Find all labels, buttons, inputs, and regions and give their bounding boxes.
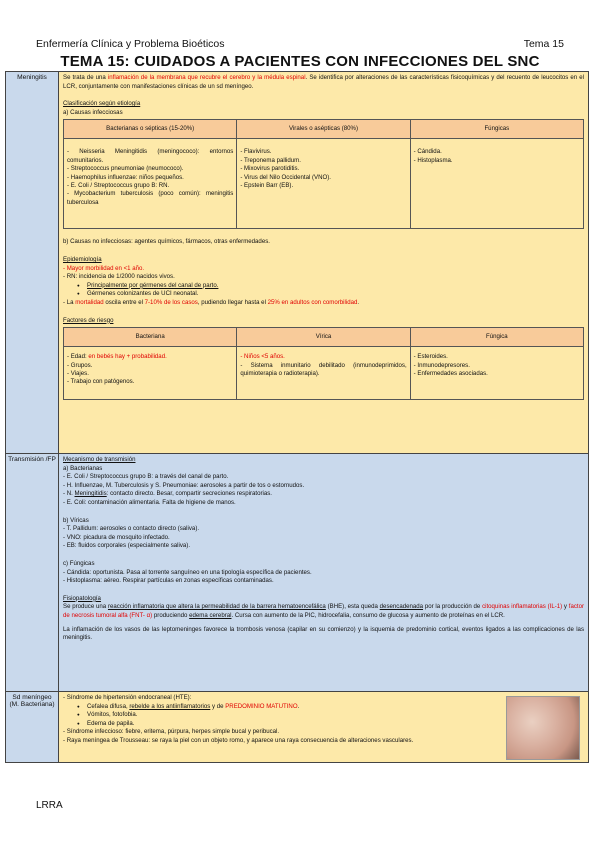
list-item: - Grupos. (67, 361, 93, 369)
list-item: - Inmunodepresores. (413, 361, 470, 369)
epi-morbidity: - Mayor morbilidad en <1 año. (63, 264, 145, 272)
list-item: - Niños <5 años. (240, 353, 285, 361)
list-item: - Neisseria Meningitidis (meningococo): entornos comunitarios. (67, 148, 234, 164)
syndrome-content (59, 692, 589, 763)
fungal-causes-cell (410, 139, 583, 229)
list-item: - Mycobacterium tuberculosis (poco común): meningitis tuberculosa (67, 190, 234, 206)
infectious-causes-table (63, 119, 584, 229)
list-item: - Haemophilus influenzae: niños pequeños. (67, 173, 184, 181)
list-item: - Treponema pallidum. (240, 156, 301, 164)
risk-header-bacterial: Bacteriana (64, 328, 237, 347)
viral-causes-cell (237, 139, 410, 229)
risk-factors-table (63, 327, 584, 400)
list-item: - Epstein Barr (EB). (240, 182, 294, 189)
col-header-viral: Virales o asépticas (80%) (237, 120, 410, 139)
fungal-transmission-heading: c) Fúngicas (63, 559, 95, 567)
list-item: ● Cefalea difusa, rebelde a los antiinflamatorios y de PREDOMINIO MATUTINO. (63, 703, 496, 712)
risk-bacterial-cell (64, 347, 237, 400)
page-header (36, 38, 564, 50)
footer-initials: LRRA (36, 800, 63, 811)
non-infectious-causes: b) Causas no infecciosas: agentes químicos, fármacos, otras enfermedades. (63, 238, 270, 246)
bacterial-causes-cell (64, 139, 237, 229)
physiopathology-heading: Fisiopatología (63, 594, 101, 602)
risk-viral-cell (237, 347, 410, 400)
row-label-meningitis: Meningitis (6, 72, 59, 454)
list-item: - Enfermedades asociadas. (413, 369, 488, 377)
list-item: - Mixovirus parotiditis. (240, 165, 300, 173)
list-item: - Raya meníngea de Trousseau: se raya la piel con un objeto romo, y aparece una raya consecuencia de alteraciones vasculares. (63, 736, 414, 744)
epi-mortality: - La mortalidad oscila entre el 7-10% de los casos, pudiendo llegar hasta el 25% en adultos con comorbilidad. (63, 298, 360, 306)
risk-fungal-cell (410, 347, 583, 400)
row-label-syndrome: Sd meníngeo (M. Bacteriana) (6, 692, 59, 763)
list-item: ● Vómitos, fotofobia. (63, 711, 496, 720)
list-item: - Streptococcus pneumoniae (neumococo). (67, 165, 184, 173)
list-item: - Esteroides. (413, 353, 448, 361)
risk-factors-heading: Factores de riesgo (63, 316, 114, 324)
list-item: - H. Influenzae, M. Tuberculosis y S. Pneumoniae: aerosoles a partir de tos o estornudos. (63, 481, 305, 489)
bacterial-transmission-heading: a) Bacterianas (63, 464, 103, 472)
content-table (5, 71, 589, 763)
list-item: - VNO: picadura de mosquito infectado. (63, 533, 170, 541)
course-name: Enfermería Clínica y Problema Bioéticos (36, 38, 225, 50)
list-item: - Síndrome infeccioso: fiebre, eritema, púrpura, herpes simple bucal y peribucal. (63, 728, 280, 736)
skin-rash-photo (506, 696, 580, 760)
list-item: - T. Pallidum: aerosoles o contacto directo (saliva). (63, 525, 200, 533)
list-item: - Edad: en bebés hay + probabilidad. (67, 353, 167, 361)
list-item: - Cándida. (413, 148, 442, 156)
epi-bullet-1: ● Principalmente por gérmenes del canal de parto. (63, 282, 584, 291)
list-item: - Viajes. (67, 369, 89, 377)
list-item: - E. Coli / Streptococcus grupo B: RN. (67, 182, 170, 189)
viral-transmission-heading: b) Víricas (63, 516, 89, 524)
meningitis-content (59, 72, 589, 454)
row-meningeal-syndrome (6, 692, 589, 763)
epi-newborn: - RN: incidencia de 1/2000 nacidos vivos. (63, 273, 175, 281)
meningitis-intro: Se trata de una inflamación de la membrana que recubre el cerebro y la médula espinal. Se identifica por alteraciones de las características fisicoquímicas y del recuento de leucocitos en el LCR, conjuntamente con manifestaciones clínicas de un sd meníngeo. (63, 74, 584, 90)
list-item: - Histoplasma. (413, 156, 453, 164)
classification-heading: Clasificación según etiología (63, 100, 141, 108)
list-item: ● Edema de papila. (63, 720, 496, 729)
list-item: - Sistema inmunitario debilitado (inmunodeprimidos, quimioterapia o radioterapia). (240, 361, 407, 377)
list-item: - EB: fluidos corporales (especialmente saliva). (63, 542, 191, 550)
col-header-bacterial: Bacterianas o sépticas (15-20%) (64, 120, 237, 139)
list-item: - Cándida: oportunista. Pasa al torrente sanguíneo en una tipología específica de pacientes. (63, 568, 312, 576)
risk-header-viral: Vírica (237, 328, 410, 347)
list-item: - E. Coli: contaminación alimentaria. Falta de higiene de manos. (63, 498, 236, 506)
list-item: - Flavivirus. (240, 148, 272, 156)
epi-bullet-2: ● Gérmenes colonizantes de UCI neonatal. (63, 290, 584, 299)
list-item: - Trabajo con patógenos. (67, 378, 135, 386)
epidemiology-heading: Epidemiología (63, 255, 102, 263)
col-header-fungal: Fúngicas (410, 120, 583, 139)
physiopathology-text-2: La inflamación de los vasos de las leptomeninges favorece la trombosis venosa (capilar en su comienzo) y la isquemia de predominio cortical, eventos ligados a las complicaciones de las meningitis. (63, 625, 584, 642)
list-item: - E. Coli / Streptococcus grupo B: a través del canal de parto. (63, 473, 229, 481)
transmission-content (59, 454, 589, 692)
transmission-heading: Mecanismo de transmisión (63, 456, 136, 463)
infectious-causes-heading: a) Causas infecciosas (63, 108, 123, 116)
topic-number: Tema 15 (523, 38, 564, 50)
row-transmission (6, 454, 589, 692)
list-item: - Histoplasma: aéreo. Respirar partículas en zonas específicas contaminadas. (63, 577, 274, 585)
list-item: - Síndrome de hipertensión endocraneal (HTE): (63, 694, 192, 701)
row-label-transmission: Transmisión /FP (6, 454, 59, 692)
risk-header-fungal: Fúngica (410, 328, 583, 347)
row-meningitis (6, 72, 589, 454)
list-item: - N. Meningitidis: contacto directo. Besar, compartir secreciones respiratorias. (63, 490, 272, 498)
list-item: - Virus del Nilo Occidental (VNO). (240, 173, 331, 181)
physiopathology-text: Se produce una reacción inflamatoria que altera la permeabilidad de la barrera hematoencefálica (BHE), esta queda desencadenada por la producción de citoquinas inflamatorias (IL-1) y factor de necrosis tumoral alfa (FNT- α) produciendo edema cerebral. Cursa con aumento de la PIC, hidrocefalia, consumo de glucosa y aumento de proteínas en el LCR. (63, 603, 584, 619)
page-title: TEMA 15: CUIDADOS A PACIENTES CON INFECCIONES DEL SNC (60, 53, 540, 70)
